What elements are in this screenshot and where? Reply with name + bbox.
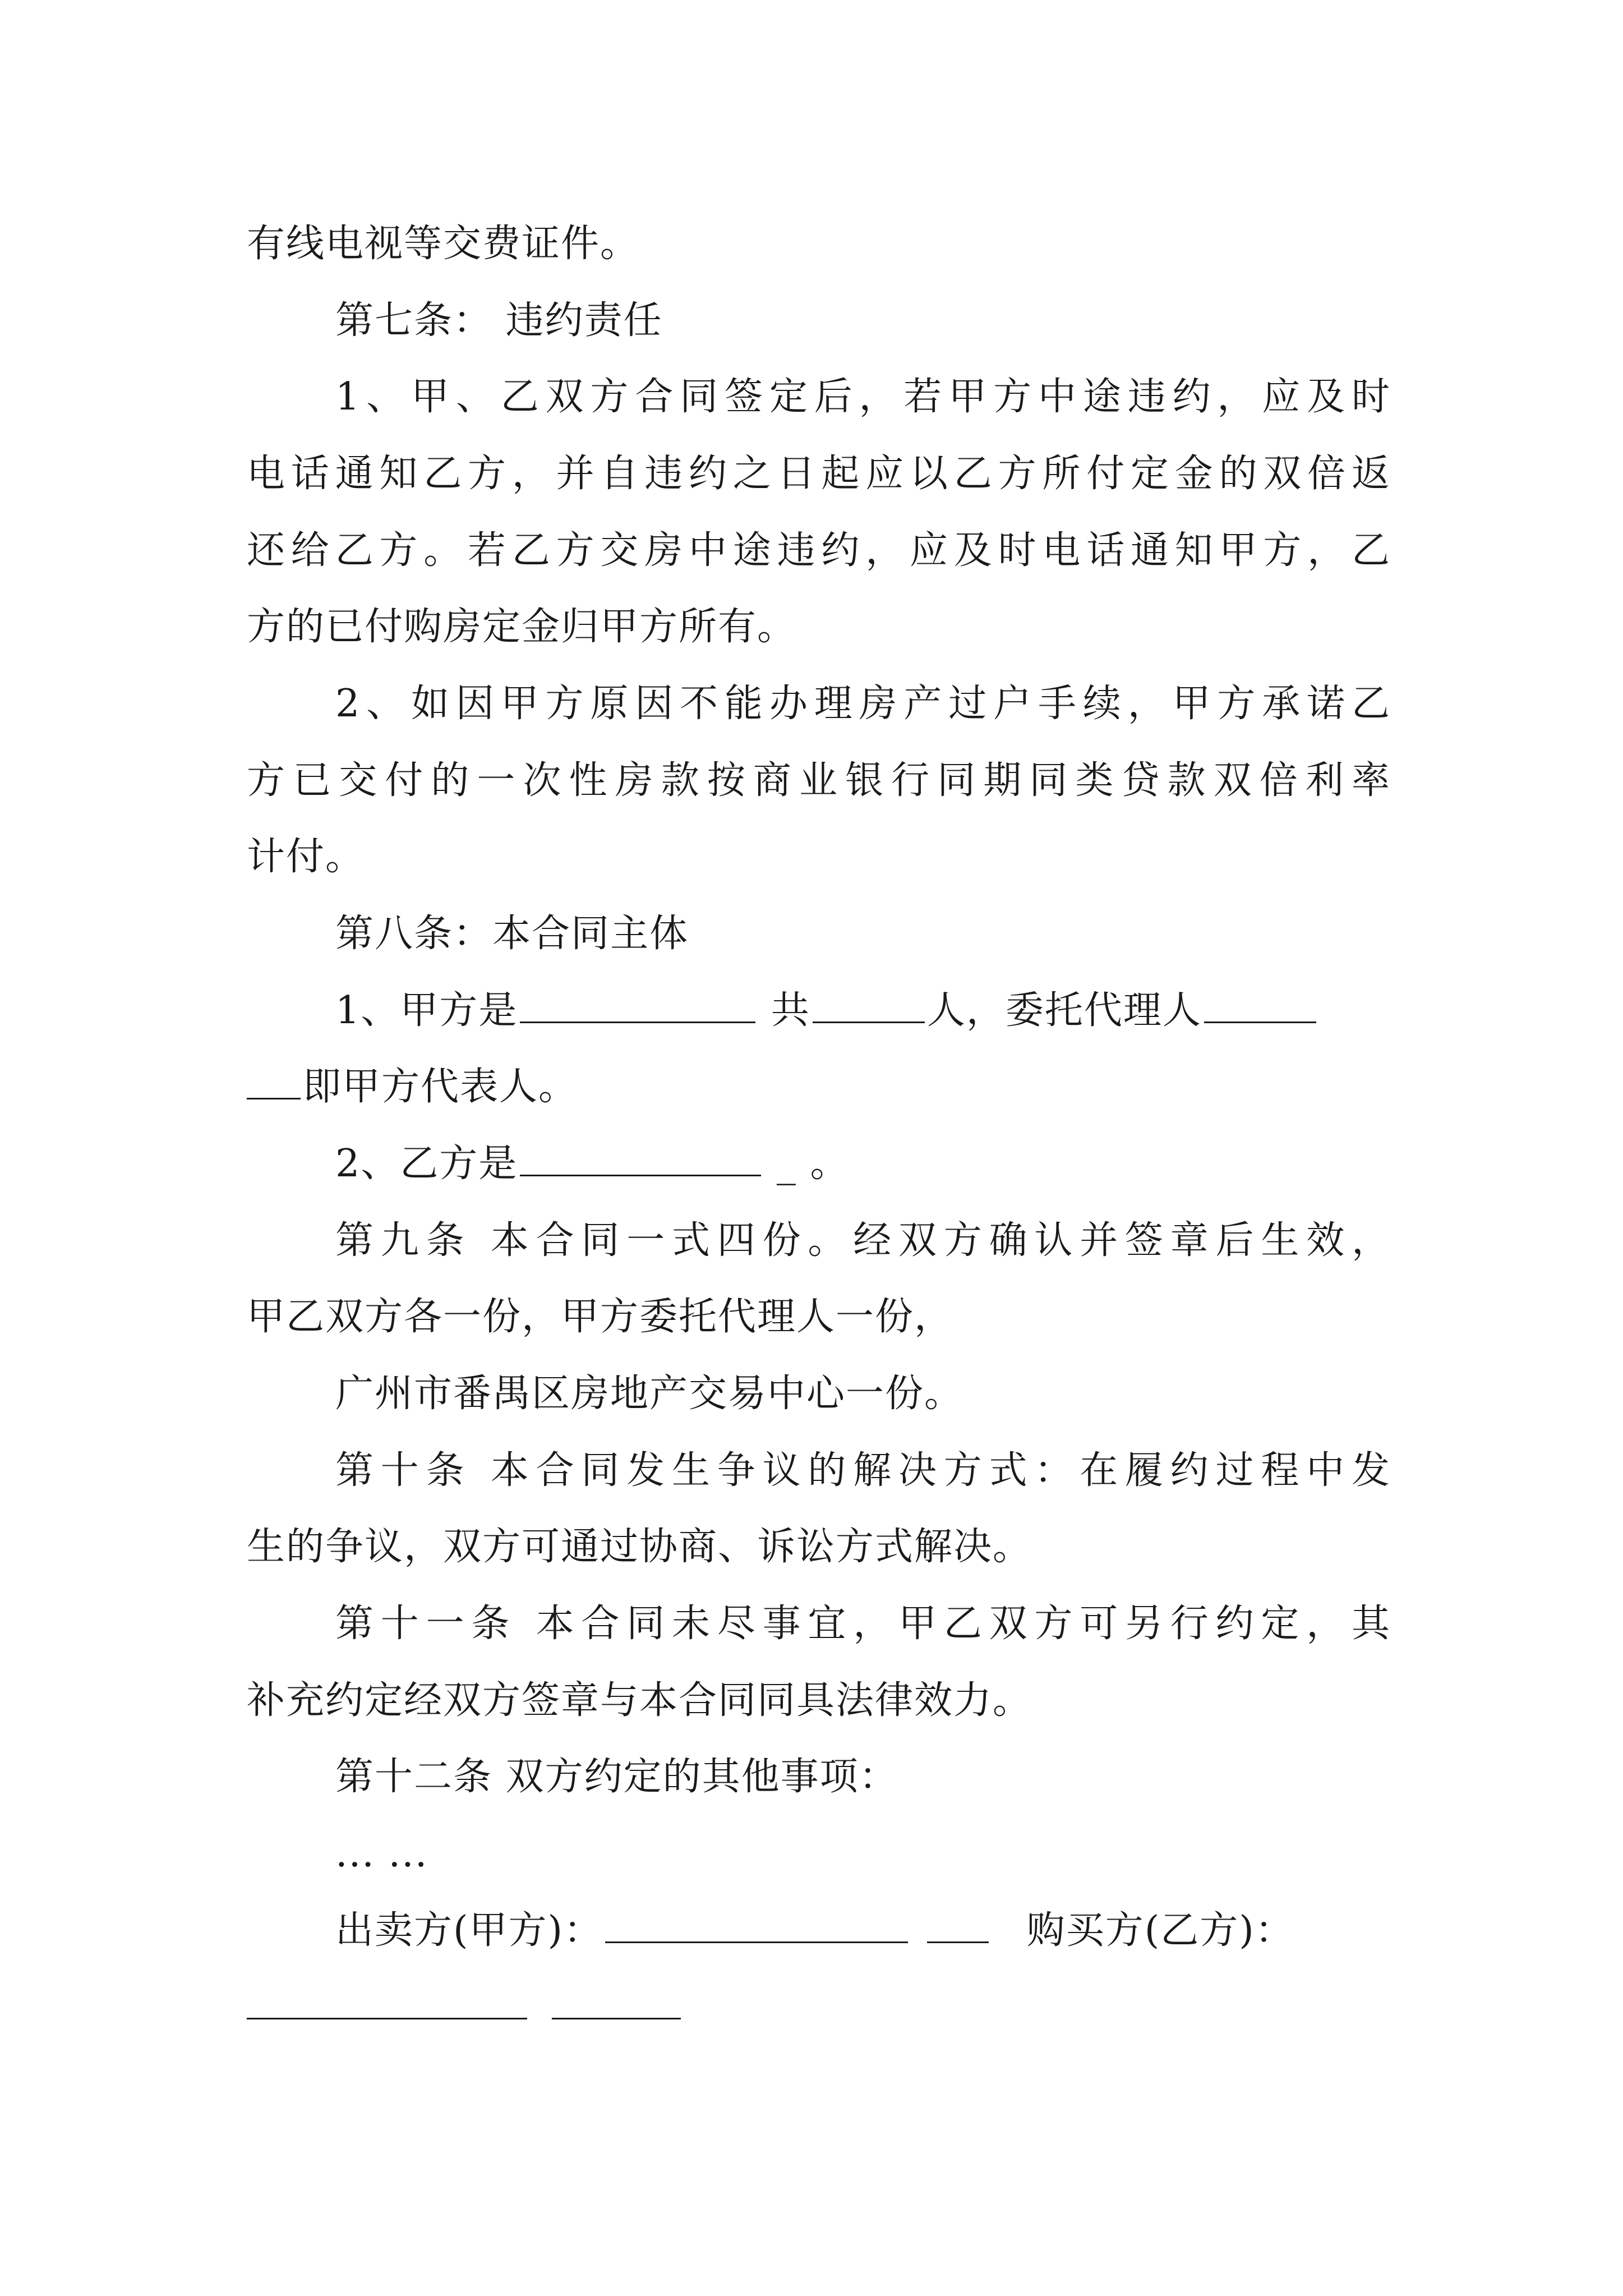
- signature-line: [335, 1903, 1391, 1959]
- article-9-line: 第九条 本合同一式四份。经双方确认并签章后生效，: [335, 1218, 1391, 1263]
- article-7-heading: 第七条： 违约责任: [335, 298, 663, 343]
- party-a-count-label: 共: [771, 988, 810, 1033]
- representative-text: 即甲方代表人。: [303, 1065, 578, 1109]
- seller-blank-2: [927, 1908, 989, 1943]
- text-line: 甲乙双方各一份，甲方委托代理人一份，: [247, 1295, 954, 1339]
- text-line: 有线电视等交费证件。: [247, 222, 640, 266]
- buyer-blank-2: [552, 1984, 681, 2019]
- seller-blank: [605, 1908, 908, 1943]
- text-line: 计付。: [247, 835, 365, 879]
- article-8-item-1: [335, 983, 1391, 1039]
- party-b-blank: [520, 1141, 761, 1176]
- text-line: 2、如因甲方原因不能办理房产过户手续，甲方承诺乙: [335, 682, 1391, 726]
- party-b-label: 2、乙方是: [335, 1142, 518, 1186]
- text-line: 广州市番禺区房地产交易中心一份。: [335, 1372, 964, 1416]
- article-11-line: 第十一条 本合同未尽事宜，甲乙双方可另行约定，其: [335, 1602, 1391, 1646]
- buyer-label: 购买方(乙方)：: [1026, 1908, 1294, 1953]
- party-b-mark: _: [776, 1142, 797, 1186]
- buyer-blank: [247, 1984, 527, 2019]
- party-a-blank: [520, 988, 755, 1023]
- text-line: 电话通知乙方，并自违约之日起应以乙方所付定金的双倍返: [247, 452, 1391, 496]
- seller-label: 出卖方(甲方)：: [335, 1908, 603, 1953]
- article-8-heading: 第八条：本合同主体: [335, 912, 689, 956]
- buyer-signature-line: [247, 1979, 1391, 2035]
- text-line: 还给乙方。若乙方交房中途违约，应及时电话通知甲方，乙: [247, 528, 1391, 573]
- article-8-item-2: [335, 1136, 1391, 1192]
- text-line: 生的争议，双方可通过协商、诉讼方式解决。: [247, 1525, 1032, 1569]
- agent-blank-cont: [247, 1064, 301, 1099]
- text-line: 方的已付购房定金归甲方所有。: [247, 605, 797, 649]
- article-12-heading: 第十二条 双方约定的其他事项：: [335, 1755, 898, 1799]
- text-line: 1、甲、乙双方合同签定后，若甲方中途违约，应及时: [335, 375, 1391, 419]
- ellipsis-line: ... ...: [335, 1832, 428, 1876]
- text-line: 补充约定经双方签章与本合同同具法律效力。: [247, 1678, 1032, 1723]
- text-line: 方已交付的一次性房款按商业银行同期同类贷款双倍利率: [247, 758, 1391, 803]
- article-10-line: 第十条 本合同发生争议的解决方式：在履约过程中发: [335, 1448, 1391, 1493]
- article-8-item-1-cont: [247, 1059, 1391, 1115]
- party-a-count-blank: [813, 988, 925, 1023]
- agent-blank: [1204, 988, 1316, 1023]
- agent-label: 人，委托代理人: [926, 988, 1202, 1033]
- party-b-end: 。: [810, 1142, 850, 1186]
- party-a-label: 1、甲方是: [335, 988, 518, 1033]
